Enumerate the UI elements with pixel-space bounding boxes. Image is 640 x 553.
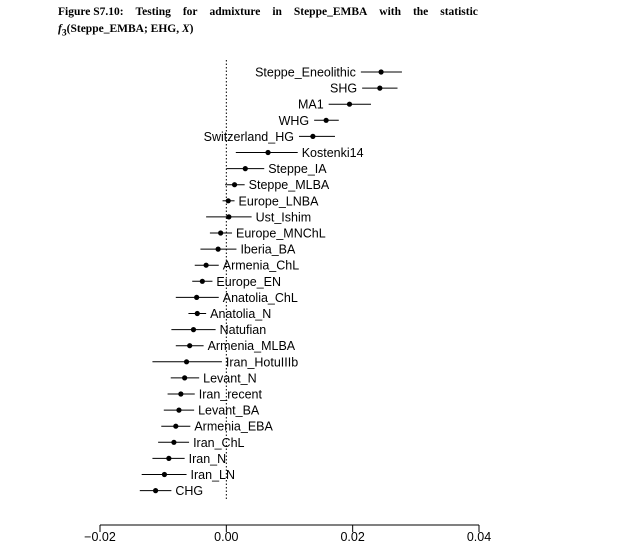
point-label: Iberia_BA [240, 242, 296, 257]
point-label: Steppe_MLBA [248, 178, 330, 193]
point-label: Anatolia_ChL [222, 290, 298, 305]
caption-word: Testing [135, 6, 171, 18]
point-label: Natufian [219, 323, 267, 338]
point-label: Iran_HotuIIIb [225, 355, 299, 370]
point-label: Europe_MNChL [236, 226, 326, 241]
point-label: CHG [175, 484, 204, 499]
data-point [182, 375, 187, 380]
data-point [226, 198, 231, 203]
caption-word: the [412, 6, 429, 18]
point-label: Levant_N [203, 371, 257, 386]
caption-word: admixture [209, 6, 261, 18]
x-axis [84, 525, 491, 544]
data-point [194, 295, 199, 300]
point-label: Iran_N [188, 451, 227, 466]
caption-stat-close: ) [189, 23, 194, 35]
point-label: Iran_recent [198, 387, 262, 402]
data-point [187, 343, 192, 348]
data-point [378, 69, 383, 74]
data-point [324, 118, 329, 123]
point-label: Iran_LN [190, 468, 236, 482]
data-point [204, 263, 209, 268]
data-point [218, 230, 223, 235]
x-tick-label: −0.02 [84, 530, 116, 544]
caption-word: with [379, 6, 401, 18]
caption-word: for [182, 6, 198, 18]
caption-word: in [272, 6, 282, 18]
point-label: MA1 [297, 97, 324, 112]
x-tick-label: 0.04 [466, 530, 492, 544]
data-point [166, 456, 171, 461]
data-point [226, 214, 231, 219]
data-point [310, 134, 315, 139]
data-point [216, 247, 221, 252]
data-point [377, 86, 382, 91]
point-label: Steppe_IA [268, 162, 327, 177]
data-point [153, 488, 158, 493]
caption-word: statistic [440, 6, 478, 18]
point-label: Anatolia_N [210, 307, 272, 321]
x-tick-label: 0.00 [214, 530, 239, 544]
x-tick-label: 0.02 [340, 530, 365, 544]
point-label: Iran_ChL [193, 435, 245, 450]
caption-stat-fn: f [58, 23, 62, 35]
point-label: Armenia_EBA [194, 419, 273, 434]
data-point [265, 150, 270, 155]
data-point [232, 182, 237, 187]
caption-stat-var: X [181, 23, 190, 35]
data-point [191, 327, 196, 332]
point-label: Armenia_MLBA [207, 339, 296, 354]
caption-word: Steppe_EMBA [293, 6, 368, 18]
caption-figure-label: Figure S7.10: [58, 6, 124, 18]
caption-stat-sub: 3 [61, 27, 67, 39]
data-point [200, 279, 205, 284]
point-label: Ust_Ishim [255, 210, 312, 225]
data-point [178, 391, 183, 396]
point-label: Armenia_ChL [222, 258, 300, 273]
data-point [162, 472, 167, 477]
point-label: Kostenki14 [301, 146, 364, 160]
point-label: Europe_LNBA [238, 194, 319, 209]
data-point [173, 424, 178, 429]
data-point [195, 311, 200, 316]
point-label: Switzerland_HG [203, 129, 294, 144]
point-label: Levant_BA [198, 403, 260, 418]
point-label: WHG [278, 113, 310, 128]
data-point [176, 408, 181, 413]
point-label: Europe_EN [216, 274, 282, 289]
point-label: SHG [330, 81, 358, 96]
point-label: Steppe_Eneolithic [255, 65, 356, 80]
data-point [347, 102, 352, 107]
data-point [171, 440, 176, 445]
data-point [184, 359, 189, 364]
caption-stat-args: (Steppe_EMBA; EHG, [66, 23, 182, 35]
data-point [243, 166, 248, 171]
